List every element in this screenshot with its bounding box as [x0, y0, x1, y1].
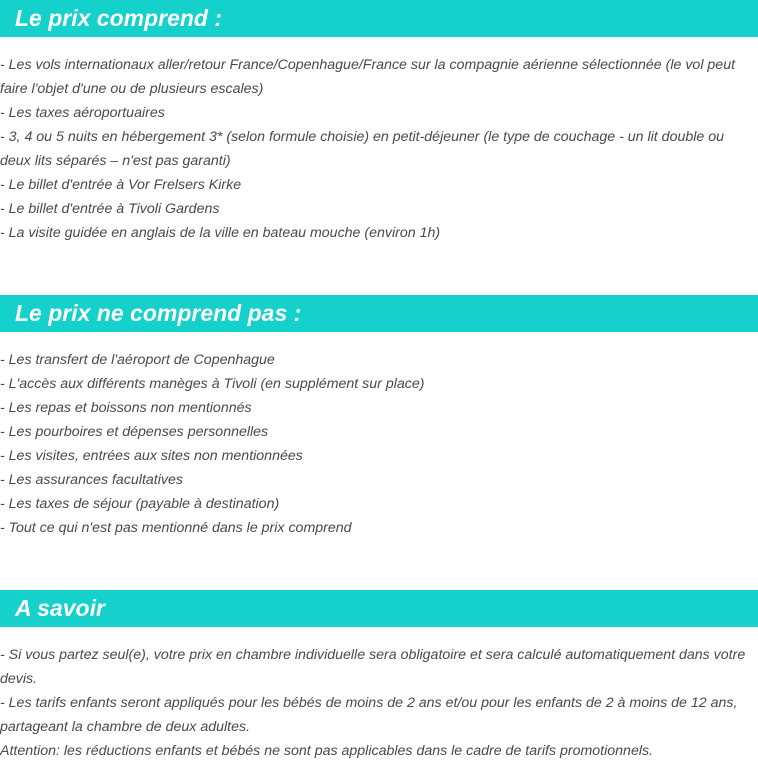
section-price-includes [0, 0, 758, 245]
list-item: - Les taxes aéroportuaires [0, 105, 165, 121]
section-price-excludes [0, 295, 758, 540]
list-item: - Les repas et boissons non mentionnés [0, 400, 252, 416]
list-item: - Si vous partez seul(e), votre prix en chambre individuelle sera obligatoire et sera calculé automatiquement dans votre devis. [0, 647, 746, 687]
list-item: - 3, 4 ou 5 nuits en hébergement 3* (selon formule choisie) en petit-déjeuner (le type de couchage - un lit double ou deux lits séparés – n'est pas garanti) [0, 129, 725, 169]
section-title-price-excludes: Le prix ne comprend pas : [0, 295, 758, 332]
list-item: - Tout ce qui n'est pas mentionné dans le prix comprend [0, 520, 352, 536]
list-item: - L'accès aux différents manèges à Tivoli (en supplément sur place) [0, 376, 425, 392]
price-includes-list [0, 37, 758, 245]
list-item: - Les assurances facultatives [0, 472, 183, 488]
list-item: - Les tarifs enfants seront appliqués pour les bébés de moins de 2 ans et/ou pour les enfants de 2 à moins de 12 ans, partageant la chambre de deux adultes. [0, 695, 738, 735]
list-item: - La visite guidée en anglais de la ville en bateau mouche (environ 1h) [0, 225, 441, 241]
section-title-good-to-know: A savoir [0, 590, 758, 627]
price-excludes-list [0, 332, 758, 540]
section-good-to-know [0, 590, 758, 763]
list-item: - Le billet d'entrée à Tivoli Gardens [0, 201, 220, 217]
list-item: - Les pourboires et dépenses personnelles [0, 424, 269, 440]
list-item: - Les transfert de l'aéroport de Copenhague [0, 352, 275, 368]
list-item: - Les taxes de séjour (payable à destination) [0, 496, 280, 512]
list-item: Attention: les réductions enfants et bébés ne sont pas applicables dans le cadre de tarifs promotionnels. [0, 743, 654, 759]
section-title-price-includes: Le prix comprend : [0, 0, 758, 37]
good-to-know-list [0, 627, 758, 763]
list-item: - Le billet d'entrée à Vor Frelsers Kirke [0, 177, 242, 193]
list-item: - Les visites, entrées aux sites non mentionnées [0, 448, 303, 464]
list-item: - Les vols internationaux aller/retour France/Copenhague/France sur la compagnie aérienne sélectionnée (le vol peut faire l'objet d'une ou de plusieurs escales) [0, 57, 736, 97]
